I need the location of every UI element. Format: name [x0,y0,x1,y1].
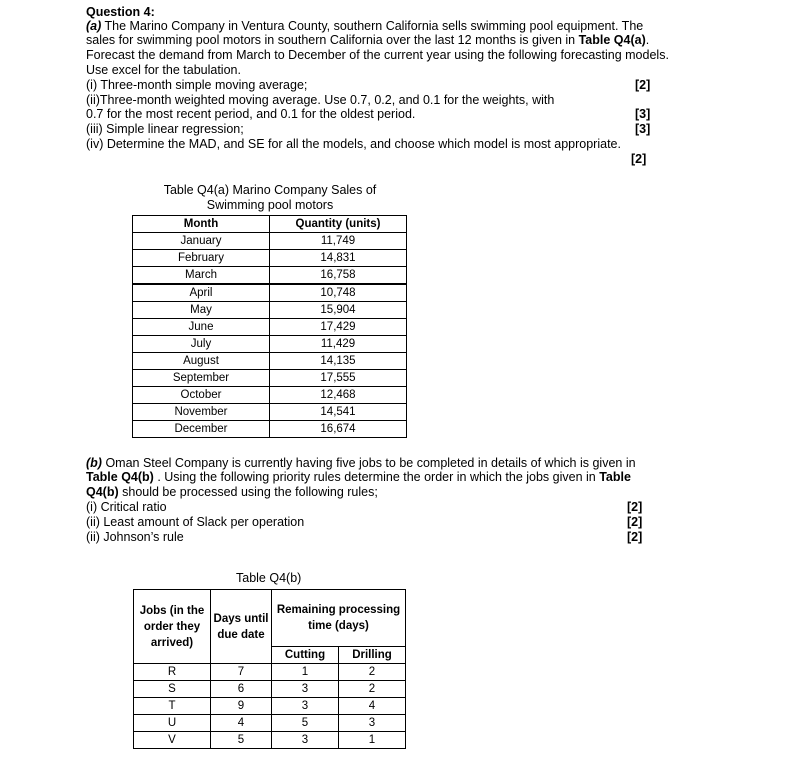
part-b-text-2: . Using the following priority rules determine the order in which the jobs given in [153,470,600,484]
part-b-line-3 [86,485,378,499]
table-b [133,589,406,749]
part-b-line-1 [86,456,636,470]
quantity-cell: 12,468 [270,387,407,404]
table-row [133,233,407,250]
table-row [133,421,407,438]
table-b-reference: Table Q4(b) [86,470,154,484]
month-cell: January [133,233,270,250]
table-row [133,302,407,319]
quantity-cell: 15,904 [270,302,407,319]
job-cell: R [134,664,211,681]
table-row [133,284,407,302]
table-row [133,353,407,370]
table-a-header-month: Month [133,216,270,233]
part-a-item-2-mark: [3] [635,107,651,121]
quantity-cell: 14,541 [270,404,407,421]
part-b-line-2 [86,470,631,484]
part-a-item-4: (iv) Determine the MAD, and SE for all the models, and choose which model is most appropriate. [86,137,621,151]
drilling-cell: 2 [339,664,406,681]
part-a-text-2: sales for swimming pool motors in southern California over the last 12 months is given in [86,33,579,47]
quantity-cell: 14,135 [270,353,407,370]
month-cell: October [133,387,270,404]
quantity-cell: 11,749 [270,233,407,250]
part-b-text-1: Oman Steel Company is currently having five jobs to be completed in details of which is given in [101,456,636,470]
part-a-item-3-mark: [3] [635,122,651,136]
cutting-cell: 3 [272,681,339,698]
table-row [134,664,406,681]
part-b-text-3: should be processed using the following rules; [118,485,378,499]
part-a-line-3: Forecast the demand from March to December of the current year using the following forecasting models. [86,48,669,62]
part-a-line-1 [86,19,643,33]
quantity-cell: 10,748 [270,284,407,302]
month-cell: July [133,336,270,353]
table-a-caption-line-1: Table Q4(a) Marino Company Sales of [163,183,377,197]
job-cell: T [134,698,211,715]
table-row [133,319,407,336]
month-cell: February [133,250,270,267]
due-date-cell: 6 [211,681,272,698]
table-a-header-row [133,216,407,233]
quantity-cell: 16,758 [270,267,407,285]
part-a-item-3: (iii) Simple linear regression; [86,122,244,136]
part-a-item-1-mark: [2] [635,78,651,92]
table-b-header-drilling: Drilling [339,647,406,664]
cutting-cell: 3 [272,732,339,749]
table-b-header-due: Days until due date [211,590,272,664]
table-row [134,732,406,749]
table-a-caption [132,183,408,213]
table-a-caption-line-2: Swimming pool motors [206,198,334,212]
job-cell: V [134,732,211,749]
quantity-cell: 11,429 [270,336,407,353]
part-b-item-1: (i) Critical ratio [86,500,167,514]
table-a-body [133,233,407,438]
table-b-header-remaining: Remaining processing time (days) [272,590,406,647]
part-a-item-2-cont: 0.7 for the most recent period, and 0.1 for the oldest period. [86,107,416,121]
table-b-body [134,664,406,749]
part-a-line-2 [86,33,649,47]
table-row [133,404,407,421]
table-b-header-cutting: Cutting [272,647,339,664]
month-cell: December [133,421,270,438]
month-cell: September [133,370,270,387]
table-a-reference: Table Q4(a) [578,33,646,47]
due-date-cell: 9 [211,698,272,715]
due-date-cell: 7 [211,664,272,681]
part-a-item-1: (i) Three-month simple moving average; [86,78,308,92]
drilling-cell: 2 [339,681,406,698]
table-row [134,715,406,732]
table-a-header-quantity: Quantity (units) [270,216,407,233]
month-cell: August [133,353,270,370]
cutting-cell: 3 [272,698,339,715]
table-row [133,387,407,404]
part-a-final-mark: [2] [631,152,647,166]
part-a-line-4: Use excel for the tabulation. [86,63,241,77]
month-cell: March [133,267,270,285]
month-cell: May [133,302,270,319]
table-row [133,336,407,353]
cutting-cell: 5 [272,715,339,732]
table-b-caption: Table Q4(b) [236,571,302,585]
part-b-item-3-mark: [2] [627,530,643,544]
job-cell: U [134,715,211,732]
question-title: Question 4: [86,5,155,19]
part-b-item-2: (ii) Least amount of Slack per operation [86,515,305,529]
drilling-cell: 1 [339,732,406,749]
due-date-cell: 5 [211,732,272,749]
part-b-label: (b) [86,456,102,470]
drilling-cell: 3 [339,715,406,732]
quantity-cell: 17,429 [270,319,407,336]
table-b-header-row-1 [134,590,406,647]
month-cell: November [133,404,270,421]
part-b-item-3: (ii) Johnson’s rule [86,530,184,544]
quantity-cell: 17,555 [270,370,407,387]
table-a [132,215,407,438]
part-a-text-2-end: . [645,33,650,47]
table-row [133,370,407,387]
part-b-item-2-mark: [2] [627,515,643,529]
table-row [134,698,406,715]
part-a-label: (a) [86,19,102,33]
table-row [133,267,407,285]
table-row [133,250,407,267]
table-row [134,681,406,698]
quantity-cell: 16,674 [270,421,407,438]
due-date-cell: 4 [211,715,272,732]
table-b-reference-2: Table [599,470,631,484]
part-a-item-2: (ii)Three-month weighted moving average. Use 0.7, 0.2, and 0.1 for the weights, with [86,93,555,107]
table-b-reference-3: Q4(b) [86,485,119,499]
table-b-header-jobs: Jobs (in the order they arrived) [134,590,211,664]
part-b-item-1-mark: [2] [627,500,643,514]
month-cell: April [133,284,270,302]
cutting-cell: 1 [272,664,339,681]
part-a-text-1: The Marino Company in Ventura County, southern California sells swimming pool equipment. The [101,19,644,33]
job-cell: S [134,681,211,698]
quantity-cell: 14,831 [270,250,407,267]
drilling-cell: 4 [339,698,406,715]
month-cell: June [133,319,270,336]
